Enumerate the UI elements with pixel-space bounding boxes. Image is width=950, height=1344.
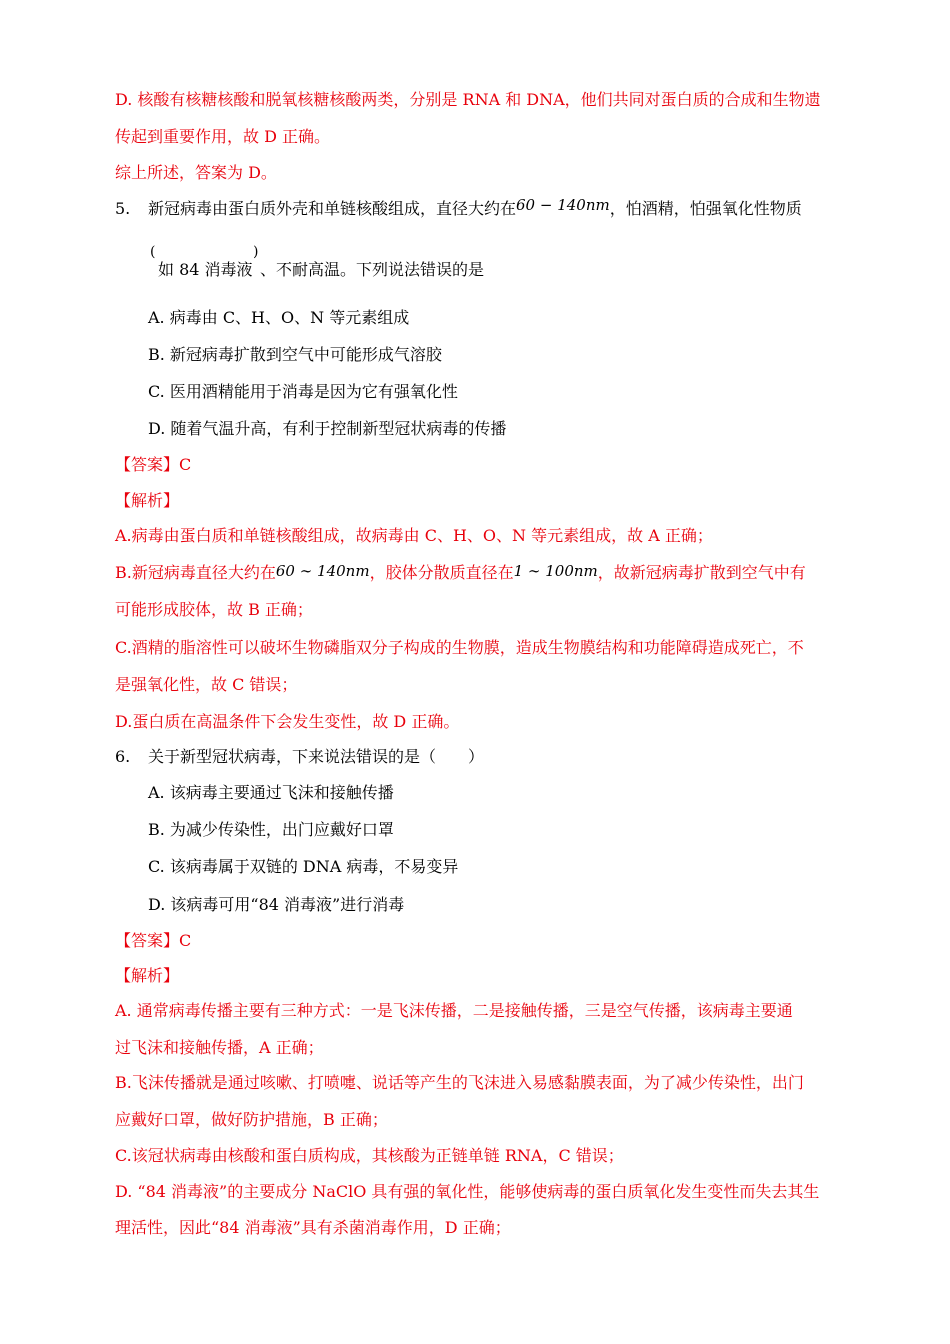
prev-option-d-line2: 传起到重要作用，故 D 正确。 xyxy=(115,127,331,146)
q5-analysis-b-line1 xyxy=(115,562,806,584)
q5-paren-close: ) xyxy=(253,244,259,260)
q6-analysis-title: 【解析】 xyxy=(115,966,180,985)
q5-analysis-b-math2: 1 ∼ 100nm xyxy=(513,562,598,580)
q5-stem-b: ，怕酒精，怕强氧化性物质 xyxy=(609,199,802,218)
q6-option-c: C. 该病毒属于双链的 DNA 病毒，不易变异 xyxy=(148,857,459,876)
q5-analysis-b-line2: 可能形成胶体，故 B 正确； xyxy=(115,600,313,619)
q6-answer: 【答案】C xyxy=(115,931,192,950)
q6-analysis-d-line2: 理活性，因此“84 消毒液”具有杀菌消毒作用，D 正确； xyxy=(115,1218,511,1237)
q5-paren-text: 如 84 消毒液 xyxy=(158,260,253,279)
q5-option-d: D. 随着气温升高，有利于控制新型冠状病毒的传播 xyxy=(148,419,507,438)
q6-option-a: A. 该病毒主要通过飞沫和接触传播 xyxy=(148,783,394,802)
q5-analysis-c-line1: C.酒精的脂溶性可以破坏生物磷脂双分子构成的生物膜，造成生物膜结构和功能障碍造成死亡，不 xyxy=(115,638,804,657)
q5-paren-open: ( xyxy=(150,244,156,260)
q5-analysis-b-c: ，故新冠病毒扩散到空气中有 xyxy=(597,563,806,582)
prev-option-d-line1: D. 核酸有核糖核酸和脱氧核糖核酸两类，分别是 RNA 和 DNA，他们共同对蛋白质的合成和生物遗 xyxy=(115,90,821,109)
q5-analysis-b-a: B.新冠病毒直径大约在 xyxy=(115,563,276,582)
prev-summary: 综上所述，答案为 D。 xyxy=(115,163,277,182)
q5-answer: 【答案】C xyxy=(115,455,192,474)
q6-analysis-b-line2: 应戴好口罩，做好防护措施，B 正确； xyxy=(115,1110,388,1129)
q5-analysis-d: D.蛋白质在高温条件下会发生变性，故 D 正确。 xyxy=(115,712,460,731)
q5-option-b: B. 新冠病毒扩散到空气中可能形成气溶胶 xyxy=(148,345,442,364)
q6-option-b: B. 为减少传染性，出门应戴好口罩 xyxy=(148,820,394,839)
q6-analysis-b-line1: B.飞沫传播就是通过咳嗽、打喷嚏、说话等产生的飞沫进入易感黏膜表面，为了减少传染性，出门 xyxy=(115,1073,804,1092)
q5-option-a: A. 病毒由 C、H、O、N 等元素组成 xyxy=(148,308,410,327)
q5-stem-c: 、不耐高温。下列说法错误的是 xyxy=(260,260,485,279)
q5-stem-math: 60 − 140nm xyxy=(516,196,610,214)
q6-stem: 关于新型冠状病毒，下来说法错误的是（ ） xyxy=(148,747,485,766)
q5-stem-a: 新冠病毒由蛋白质外壳和单链核酸组成，直径大约在 xyxy=(148,199,517,218)
q5-number: 5. xyxy=(115,199,131,218)
q5-stem-line1 xyxy=(148,198,802,220)
q5-analysis-b-math1: 60 ∼ 140nm xyxy=(275,562,370,580)
q6-analysis-c: C.该冠状病毒由核酸和蛋白质构成，其核酸为正链单链 RNA，C 错误； xyxy=(115,1146,624,1165)
q6-analysis-a-line2: 过飞沫和接触传播，A 正确； xyxy=(115,1038,324,1057)
q5-option-c: C. 医用酒精能用于消毒是因为它有强氧化性 xyxy=(148,382,458,401)
q6-analysis-a-line1: A. 通常病毒传播主要有三种方式：一是飞沫传播，二是接触传播，三是空气传播，该病毒主要通 xyxy=(115,1001,793,1020)
q6-option-d: D. 该病毒可用“84 消毒液”进行消毒 xyxy=(148,895,405,914)
q6-analysis-d-line1: D. “84 消毒液”的主要成分 NaClO 具有强的氧化性，能够使病毒的蛋白质氧化发生变性而失去其生 xyxy=(115,1182,820,1201)
q5-analysis-a: A.病毒由蛋白质和单链核酸组成，故病毒由 C、H、O、N 等元素组成，故 A 正确； xyxy=(115,526,713,545)
q5-analysis-b-b: ，胶体分散质直径在 xyxy=(369,563,514,582)
q5-analysis-title: 【解析】 xyxy=(115,491,180,510)
q5-analysis-c-line2: 是强氧化性，故 C 错误； xyxy=(115,675,298,694)
q6-number: 6. xyxy=(115,747,131,766)
